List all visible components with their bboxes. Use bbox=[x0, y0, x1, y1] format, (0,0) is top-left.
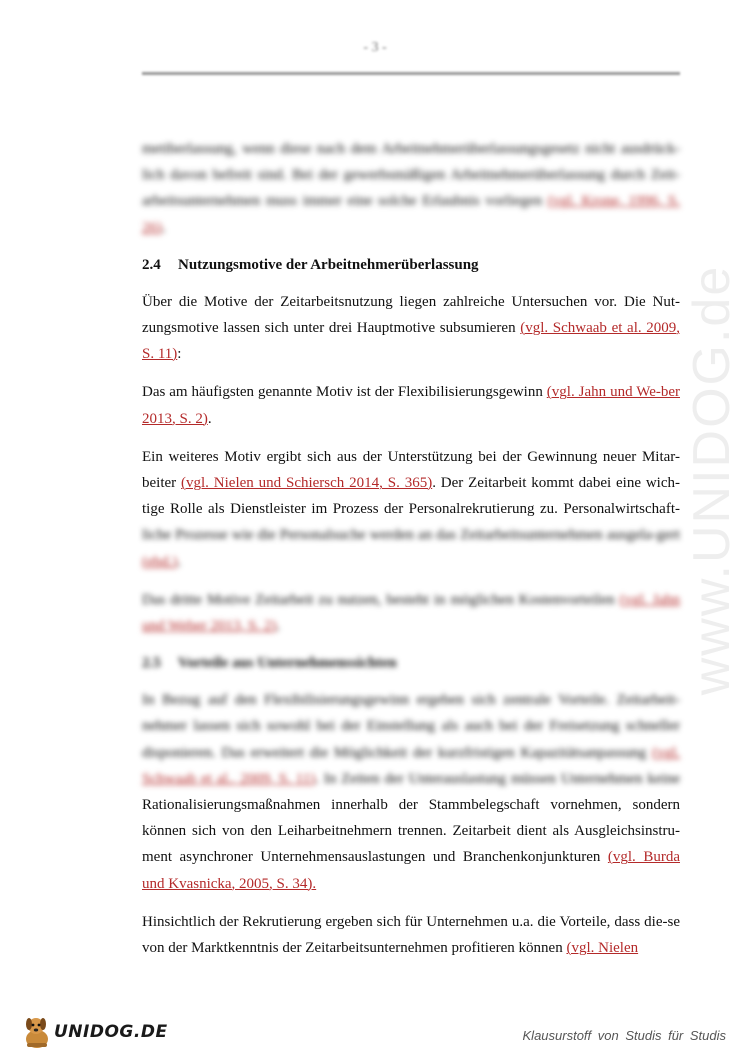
citation-link[interactable]: (vgl. Jahn und Weber 2013, S. 2) bbox=[142, 591, 680, 635]
citation-link[interactable]: (vgl. Schwaab et al. 2009, S. 11) bbox=[142, 320, 680, 363]
paragraph-tail: . bbox=[207, 410, 212, 427]
paragraph-tail: . bbox=[276, 618, 281, 635]
paragraph-text: Ein weiteres Motiv ergibt sich aus der Unterstützung bei der Gewinnung neuer Mitar-beiter bbox=[142, 448, 680, 492]
paragraph-text-blurred: In Bezug auf den Flexibilisierungsgewinn ergeben sich zentrale Vorteile. Zeitarbeit-nehmer lassen sich sowohl bei der Einstellung als auch bei der Freisetzung schneller disponieren. Das erweitert die Möglichkeit der kurzfristigen Kapazitätsanpassung bbox=[142, 692, 680, 761]
watermark: www.UNIDOG.de bbox=[683, 264, 741, 696]
paragraph-recruitment bbox=[142, 444, 680, 575]
paragraph-text-blurred: liche Prozesse wie die Personalsuche werden an das Zeitarbeitsunternehmen ausgela-gert bbox=[142, 527, 680, 544]
citation-link[interactable]: (vgl. Burda und Kvasnicka, 2005, S. 34). bbox=[142, 849, 680, 892]
citation-link[interactable]: (vgl. Schwaab et al., 2009, S. 11) bbox=[142, 744, 680, 787]
logo-text: UNIDOG.DE bbox=[54, 1022, 168, 1042]
paragraph-text: Hinsichtlich der Rekrutierung ergeben sich für Unternehmen u.a. die Vorteile, dass die-se von der Marktkenntnis der Zeitarbeitsunternehmen profitieren können bbox=[142, 913, 680, 957]
main-content bbox=[142, 136, 680, 973]
paragraph-motives-intro bbox=[142, 289, 680, 368]
paragraph-tail: . bbox=[177, 553, 182, 570]
citation-link[interactable]: (vgl. Krone, 1996, S. 26) bbox=[142, 193, 680, 236]
paragraph-text-blurred: . In Zeiten der Unterauslastung müssen Unternehmen keine bbox=[315, 770, 680, 787]
citation-link[interactable]: (ebd.) bbox=[142, 553, 178, 570]
paragraph-advantages bbox=[142, 687, 680, 897]
section-number: 2.4 bbox=[142, 256, 161, 273]
dog-mascot-icon bbox=[22, 1015, 52, 1049]
citation-link[interactable]: (vgl. Jahn und We-ber 2013, S. 2) bbox=[142, 384, 680, 427]
paragraph-recruitment-advantages bbox=[142, 909, 680, 961]
footer-logo[interactable] bbox=[22, 1012, 168, 1052]
paragraph-text: Rationalisierungsmaßnahmen innerhalb der Stammbelegschaft vornehmen, sondern können sich von den Leiharbeitnehmern trennen. Zeitarbeit dient als Ausgleichsinstru-ment asynchroner Unternehmensauslastungen und Branchenkonjunkturen bbox=[142, 797, 680, 866]
paragraph-text: metiberlassung, wenn diese nach dem Arbeitnehmerüberlassungsgesetz nicht ausdrück-lich davon befreit sind. Bei der gewerbsmäßigen Arbeitnehmerüberlassung durch Zeit-arbeitsunternehmen muss immer eine solche Erlaubnis vorliegen bbox=[142, 141, 680, 210]
section-title: Nutzungsmotive der Arbeitnehmerüberlassung bbox=[178, 256, 479, 273]
paragraph-tail: : bbox=[177, 346, 182, 363]
paragraph-text: . Der Zeitarbeit kommt dabei eine wich-tige Rolle als Dienstleister im Prozess der Personalrekrutierung zu. Personalwirtschaft- bbox=[142, 475, 680, 518]
section-heading-2-4 bbox=[142, 253, 680, 277]
section-title: Vorteile aus Unternehmenssichten bbox=[178, 655, 397, 672]
paragraph-tail: . bbox=[162, 219, 166, 236]
paragraph-text: Das dritte Motive Zeitarbeit zu nutzen, besteht in möglichen Kostenvorteilen bbox=[142, 591, 620, 608]
citation-link[interactable]: (vgl. Nielen bbox=[566, 940, 639, 957]
footer-slogan: Klausurstoff von Studis für Studis bbox=[522, 1028, 726, 1043]
header-rule bbox=[142, 72, 680, 75]
section-heading-2-5 bbox=[142, 651, 680, 675]
paragraph-flexibility bbox=[142, 379, 680, 431]
paragraph-text: Über die Motive der Zeitarbeitsnutzung liegen zahlreiche Untersuchen vor. Die Nut-zungsmotive lassen sich unter drei Hauptmotive subsumieren bbox=[142, 293, 680, 337]
paragraph-continuation bbox=[142, 136, 680, 241]
citation-link[interactable]: (vgl. Nielen und Schiersch 2014, S. 365) bbox=[181, 475, 433, 492]
paragraph-text: Das am häufigsten genannte Motiv ist der Flexibilisierungsgewinn bbox=[142, 384, 547, 401]
page-number: - 3 - bbox=[363, 40, 387, 55]
paragraph-cost-advantages bbox=[142, 587, 680, 639]
section-number: 2.5 bbox=[142, 655, 161, 672]
